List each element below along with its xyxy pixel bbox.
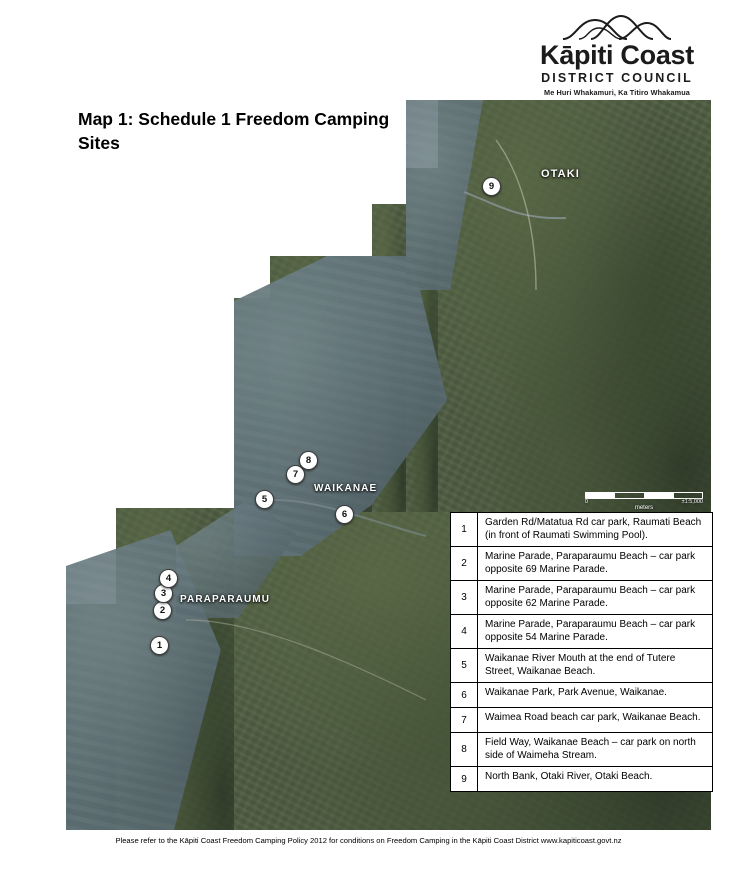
logo-title: Kāpiti Coast [540,40,694,70]
legend-number: 4 [451,615,478,648]
legend-row [451,733,712,767]
legend-description: Marine Parade, Paraparaumu Beach – car park opposite 69 Marine Parade. [485,551,696,575]
legend-description: Garden Rd/Matatua Rd car park, Raumati Beach (in front of Raumati Swimming Pool). [485,517,702,541]
site-marker[interactable]: 7 [286,465,305,484]
site-marker[interactable]: 8 [299,451,318,470]
legend-number: 5 [451,649,478,682]
map-scalebar [585,492,703,511]
site-marker[interactable]: 9 [482,177,501,196]
scalebar-bar [585,492,703,499]
logo-motto: Me Huri Whakamuri, Ka Titiro Whakamua [544,88,690,98]
site-marker[interactable]: 2 [153,601,172,620]
hills-mountain-icon [517,14,717,40]
legend-number: 3 [451,581,478,614]
place-label-paraparaumu: PARAPARAUMU [180,594,271,605]
legend-number: 8 [451,733,478,766]
site-marker[interactable]: 3 [154,584,173,603]
legend-row [451,581,712,615]
scalebar-title: ±1:5,000 [681,499,703,505]
site-marker[interactable]: 6 [335,505,354,524]
legend-description: Waikanae River Mouth at the end of Tutere Street, Waikanae Beach. [485,653,676,677]
legend-row [451,683,712,708]
logo-subtitle: DISTRICT COUNCIL [541,71,693,86]
legend-description: North Bank, Otaki River, Otaki Beach. [485,771,653,782]
legend-number: 9 [451,767,478,791]
legend-row [451,708,712,733]
footer-note: Please refer to the Kāpiti Coast Freedom Camping Policy 2012 for conditions on Freedom Camping in the Kāpiti Coast District www.kapiticoast.govt.nz [115,836,622,845]
site-legend-table [450,512,713,792]
legend-number: 7 [451,708,478,732]
place-label-otaki: OTAKI [541,168,580,180]
legend-row [451,513,712,547]
site-marker[interactable]: 4 [159,569,178,588]
legend-row [451,547,712,581]
legend-description: Marine Parade, Paraparaumu Beach – car park opposite 54 Marine Parade. [485,619,696,643]
site-marker[interactable]: 5 [255,490,274,509]
legend-description: Field Way, Waikanae Beach – car park on north side of Waimeha Stream. [485,737,696,761]
place-label-waikanae: WAIKANAE [314,483,378,494]
legend-row [451,767,712,792]
scalebar-units: meters [634,505,654,511]
legend-row [451,615,712,649]
site-marker[interactable]: 1 [150,636,169,655]
scalebar-tick-start: 0 [585,499,589,505]
legend-row [451,649,712,683]
council-logo [517,14,717,97]
legend-description: Waimea Road beach car park, Waikanae Beach. [485,712,701,723]
legend-number: 6 [451,683,478,707]
legend-number: 1 [451,513,478,546]
page-title: Map 1: Schedule 1 Freedom Camping Sites [78,109,390,153]
legend-number: 2 [451,547,478,580]
legend-description: Waikanae Park, Park Avenue, Waikanae. [485,687,667,698]
legend-description: Marine Parade, Paraparaumu Beach – car park opposite 62 Marine Parade. [485,585,696,609]
